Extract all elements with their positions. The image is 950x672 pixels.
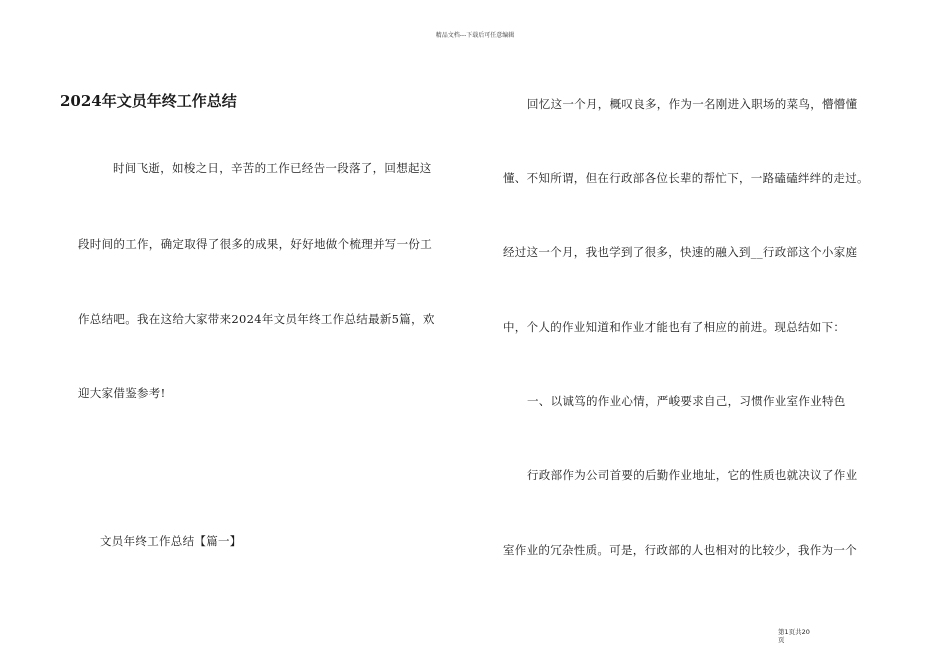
intro-line-2: 段时间的工作，确定取得了很多的成果，好好地做个梳理并写一份工 [78, 237, 432, 251]
body-line-7: 室作业的冗杂性质。可是，行政部的人也相对的比较少，我作为一个 [503, 543, 857, 557]
page-number-line-2: 页 [778, 636, 785, 644]
body-line-1: 回忆这一个月，概叹良多，作为一名刚进入职场的菜鸟，懵懵懂 [527, 97, 858, 111]
body-line-5: 一、以诚笃的作业心情，严峻要求自己，习惯作业室作业特色 [527, 394, 846, 408]
page-header-note: 精品文档---下载后可任意编辑 [435, 32, 515, 39]
page-number-line-1: 第1页共20 [778, 628, 810, 636]
document-title: 2024年文员年终工作总结 [60, 92, 237, 110]
section-heading: 文员年终工作总结【篇一】 [100, 534, 242, 548]
intro-line-1: 时间飞逝，如梭之日，辛苦的工作已经告一段落了，回想起这 [113, 161, 432, 175]
body-line-3: 经过这一个月，我也学到了很多，快速的融入到__行政部这个小家庭 [503, 245, 858, 259]
body-line-2: 懂、不知所谓，但在行政部各位长辈的帮忙下，一路磕磕绊绊的走过。 [503, 171, 869, 185]
intro-line-3: 作总结吧。我在这给大家带来2024年文员年终工作总结最新5篇，欢 [78, 312, 435, 326]
intro-line-4: 迎大家借鉴参考! [78, 386, 166, 400]
page-number [778, 628, 828, 644]
body-line-4: 中，个人的作业知道和作业才能也有了相应的前进。现总结如下： [503, 320, 846, 334]
body-line-6: 行政部作为公司首要的后勤作业地址，它的性质也就决议了作业 [527, 468, 858, 482]
